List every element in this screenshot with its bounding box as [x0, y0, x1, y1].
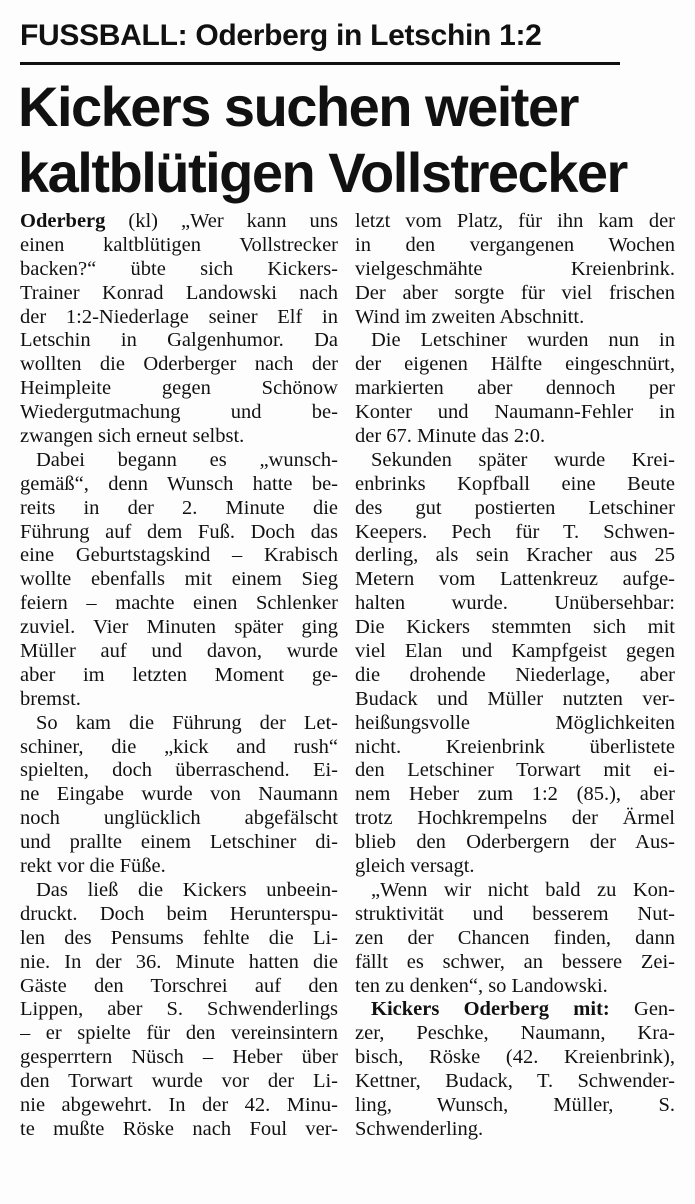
article-line: zer, Peschke, Naumann, Kra-: [355, 1022, 675, 1045]
article-line: Gäste den Torschrei auf den: [20, 974, 338, 997]
article-line: Trainer Konrad Landowski nach: [20, 281, 338, 304]
bold-lead-in: Oderberg: [20, 210, 106, 232]
article-line: zen der Chancen finden, dann: [355, 926, 675, 949]
article-line: Der aber sorgte für viel frischen: [355, 281, 675, 304]
article-line: Lippen, aber S. Schwenderlings: [20, 998, 338, 1021]
article-line: Das ließ die Kickers unbeein-: [36, 878, 338, 901]
article-line: gesperrtern Nüsch – Heber über: [20, 1046, 338, 1069]
article-line: der eigenen Hälfte eingeschnürt,: [355, 353, 675, 376]
article-line: halten wurde. Unübersehbar:: [355, 592, 675, 615]
article-line: Letschin in Galgenhumor. Da: [20, 329, 338, 352]
article-line: wollten die Oderberger nach der: [20, 353, 338, 376]
article-line: den Torwart wurde vor der Li-: [20, 1070, 338, 1093]
article-line: Sekunden später wurde Krei-: [371, 448, 675, 471]
article-line: bremst.: [20, 687, 81, 710]
article-line: nie. In der 36. Minute hatten die: [20, 950, 338, 973]
article-line: die drohende Niederlage, aber: [355, 663, 675, 686]
article-line: nicht. Kreienbrink überlistete: [355, 735, 675, 758]
line-text: (kl) „Wer kann uns: [105, 210, 338, 232]
article-line: Wind im zweiten Abschnitt.: [355, 305, 585, 328]
article-line: len des Pensums fehlte die Li-: [20, 926, 338, 949]
article-line: te mußte Röske nach Foul ver-: [20, 1117, 338, 1140]
article-line: und prallte einem Letschiner di-: [20, 831, 338, 854]
article-headline: [18, 74, 627, 206]
article-line: letzt vom Platz, für ihn kam der: [355, 210, 675, 232]
article-line: Führung auf dem Fuß. Doch das: [20, 520, 338, 543]
article-line: gleich versagt.: [355, 855, 475, 878]
headline-line: kaltblütigen Vollstrecker: [18, 141, 627, 204]
article-line: einen kaltblütigen Vollstrecker: [20, 233, 338, 256]
article-column-left: [20, 210, 338, 1142]
article-line: blieb den Oderbergern der Aus-: [355, 831, 675, 854]
article-line: – er spielte für den vereinsintern: [20, 1022, 338, 1045]
article-line: Wiedergutmachung und be-: [20, 401, 338, 424]
article-line: [20, 210, 338, 234]
article-line: ten zu denken“, so Landowski.: [355, 974, 608, 997]
article-line: Schwenderling.: [355, 1117, 484, 1140]
article-line: reits in der 2. Minute die: [20, 496, 338, 519]
article-line: gemäß“, denn Wunsch hatte be-: [20, 472, 338, 495]
article-line: der 1:2-Niederlage seiner Elf in: [20, 305, 338, 328]
article-line: aber im letzten Moment ge-: [20, 663, 338, 686]
article-line: zuviel. Vier Minuten später ging: [20, 616, 338, 639]
article-line: Heimpleite gegen Schönow: [20, 377, 338, 400]
article-line: wollte ebenfalls mit einem Sieg: [20, 568, 338, 591]
article-line: ne Eingabe wurde von Naumann: [20, 783, 338, 806]
article-line: rekt vor die Füße.: [20, 855, 166, 878]
article-line: enbrinks Kopfball eine Beute: [355, 472, 675, 495]
article-line: So kam die Führung der Let-: [36, 711, 338, 734]
article-line: spielten, doch überraschend. Ei-: [20, 759, 338, 782]
article-line: Müller auf und davon, wurde: [20, 640, 338, 663]
article-kicker: FUSSBALL: Oderberg in Letschin 1:2: [20, 19, 542, 52]
article-line: markierten aber dennoch per: [355, 377, 675, 400]
article-line: bisch, Röske (42. Kreienbrink),: [355, 1046, 675, 1069]
article-line: trotz Hochkrempelns der Ärmel: [355, 807, 675, 830]
article-line: feiern – machte einen Schlenker: [20, 592, 338, 615]
bold-lead-in: Kickers Oderberg mit:: [371, 998, 610, 1021]
kicker-underline: [20, 62, 620, 65]
article-line: viel Elan und Kampfgeist gegen: [355, 640, 675, 663]
article-line: noch unglücklich abgefälscht: [20, 807, 338, 830]
article-line: schiner, die „kick and rush“: [20, 735, 338, 758]
article-line: heißungsvolle Möglichkeiten: [355, 711, 675, 734]
article-line: Die Kickers stemmten sich mit: [355, 616, 675, 639]
article-line: nem Heber zum 1:2 (85.), aber: [355, 783, 675, 806]
article-line: den Letschiner Torwart mit ei-: [355, 759, 675, 782]
article-line: vielgeschmähte Kreienbrink.: [355, 257, 675, 280]
article-line: struktivität und besserem Nut-: [355, 902, 675, 925]
article-line: zwangen sich erneut selbst.: [20, 425, 245, 448]
article-line: derling, als sein Kracher aus 25: [355, 544, 675, 567]
article-line: fällt es schwer, an bessere Zei-: [355, 950, 675, 973]
article-line: in den vergangenen Wochen: [355, 233, 675, 256]
headline-line: Kickers suchen weiter: [18, 75, 578, 138]
article-line: Budack und Müller nutzten ver-: [355, 687, 675, 710]
article-line: der 67. Minute das 2:0.: [355, 425, 546, 448]
article-line: Kettner, Budack, T. Schwender-: [355, 1070, 675, 1093]
article-line: eine Geburtstagskind – Krabisch: [20, 544, 338, 567]
article-line: ling, Wunsch, Müller, S.: [355, 1093, 675, 1116]
article-column-right: [355, 210, 675, 1142]
article-line: Konter und Naumann-Fehler in: [355, 401, 675, 424]
article-line: Keepers. Pech für T. Schwen-: [355, 520, 675, 543]
line-text: Gen-: [609, 998, 675, 1021]
article-line: druckt. Doch beim Herunterspu-: [20, 902, 338, 925]
article-line: Die Letschiner wurden nun in: [371, 329, 675, 352]
article-line: Metern vom Lattenkreuz aufge-: [355, 568, 675, 591]
article-line: „Wenn wir nicht bald zu Kon-: [371, 878, 675, 901]
article-line: nie abgewehrt. In der 42. Minu-: [20, 1093, 338, 1116]
article-line: [355, 998, 675, 1022]
article-line: des gut postierten Letschiner: [355, 496, 675, 519]
article-line: backen?“ übte sich Kickers-: [20, 257, 338, 280]
article-line: Dabei begann es „wunsch-: [36, 448, 338, 471]
